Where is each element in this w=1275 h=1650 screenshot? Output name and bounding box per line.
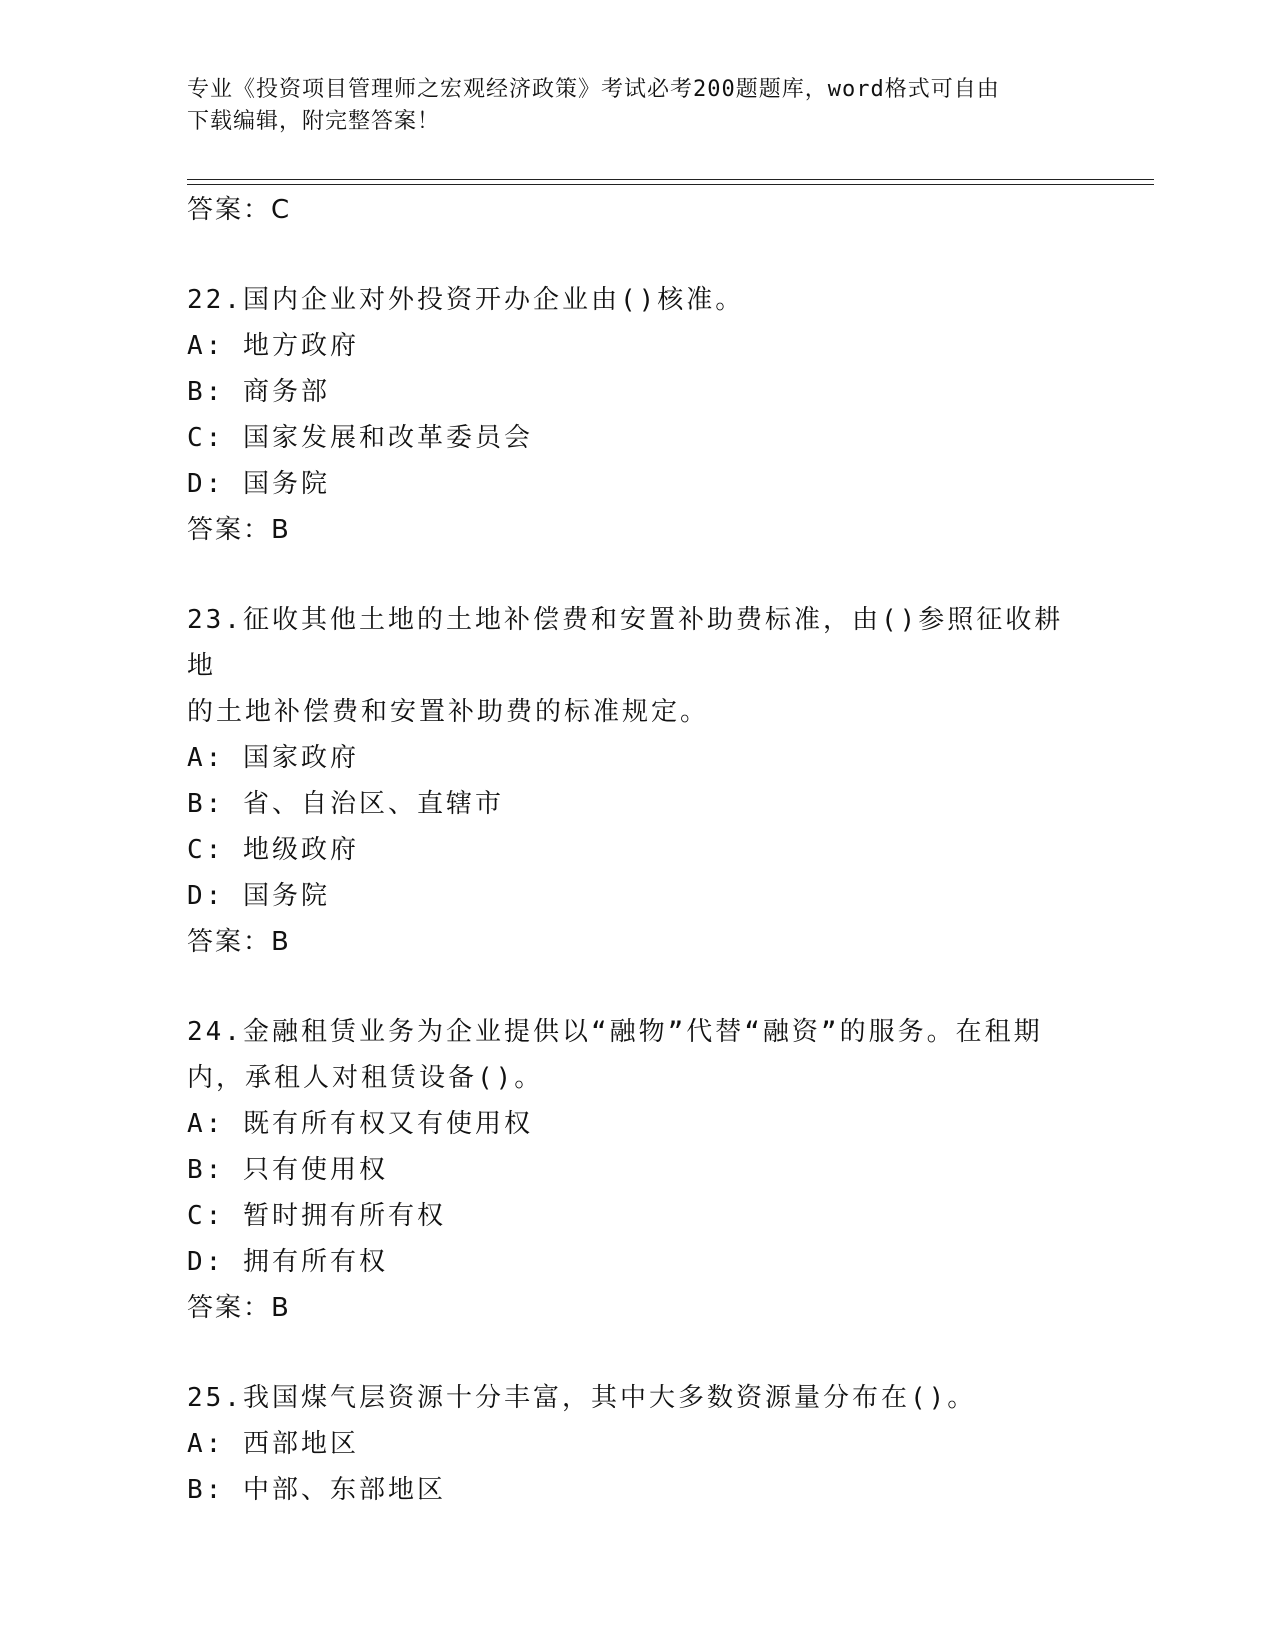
header-rule-top <box>187 179 1154 180</box>
document-header <box>187 74 1077 138</box>
option-c: C: 暂时拥有所有权 <box>187 1201 446 1231</box>
question-22 <box>187 277 1087 553</box>
option-a: A: 西部地区 <box>187 1429 359 1459</box>
question-text: 23.征收其他土地的土地补偿费和安置补助费标准，由()参照征收耕地 <box>187 605 1064 681</box>
question-text: 22.国内企业对外投资开办企业由()核准。 <box>187 285 745 315</box>
option-b: B: 只有使用权 <box>187 1155 388 1185</box>
spacer <box>187 553 1087 597</box>
option-d: D: 国务院 <box>187 469 330 499</box>
question-25 <box>187 1375 1087 1513</box>
answer: 答案：B <box>187 927 291 957</box>
answer: 答案：B <box>187 515 291 545</box>
option-a: A: 既有所有权又有使用权 <box>187 1109 533 1139</box>
spacer <box>187 233 1087 277</box>
option-b: B: 商务部 <box>187 377 330 407</box>
question-text: 24.金融租赁业务为企业提供以“融物”代替“融资”的服务。在租期 <box>187 1017 1043 1047</box>
question-text-continued: 的土地补偿费和安置补助费的标准规定。 <box>187 697 710 727</box>
previous-answer: 答案：C <box>187 195 292 225</box>
option-d: D: 拥有所有权 <box>187 1247 388 1277</box>
option-a: A: 地方政府 <box>187 331 359 361</box>
question-text: 25.我国煤气层资源十分丰富，其中大多数资源量分布在()。 <box>187 1383 977 1413</box>
option-c: C: 地级政府 <box>187 835 359 865</box>
question-text-continued: 内，承租人对租赁设备()。 <box>187 1063 544 1093</box>
question-23 <box>187 597 1087 965</box>
question-24 <box>187 1009 1087 1331</box>
spacer <box>187 1331 1087 1375</box>
question-list <box>187 187 1087 1513</box>
header-rule-bottom <box>187 184 1154 185</box>
option-b: B: 省、自治区、直辖市 <box>187 789 504 819</box>
spacer <box>187 965 1087 1009</box>
answer: 答案：B <box>187 1293 291 1323</box>
option-b: B: 中部、东部地区 <box>187 1475 446 1505</box>
header-line-2: 下载编辑，附完整答案！ <box>187 109 441 134</box>
header-line-1: 专业《投资项目管理师之宏观经济政策》考试必考200题题库，word格式可自由 <box>187 77 1000 102</box>
option-a: A: 国家政府 <box>187 743 359 773</box>
option-c: C: 国家发展和改革委员会 <box>187 423 533 453</box>
option-d: D: 国务院 <box>187 881 330 911</box>
